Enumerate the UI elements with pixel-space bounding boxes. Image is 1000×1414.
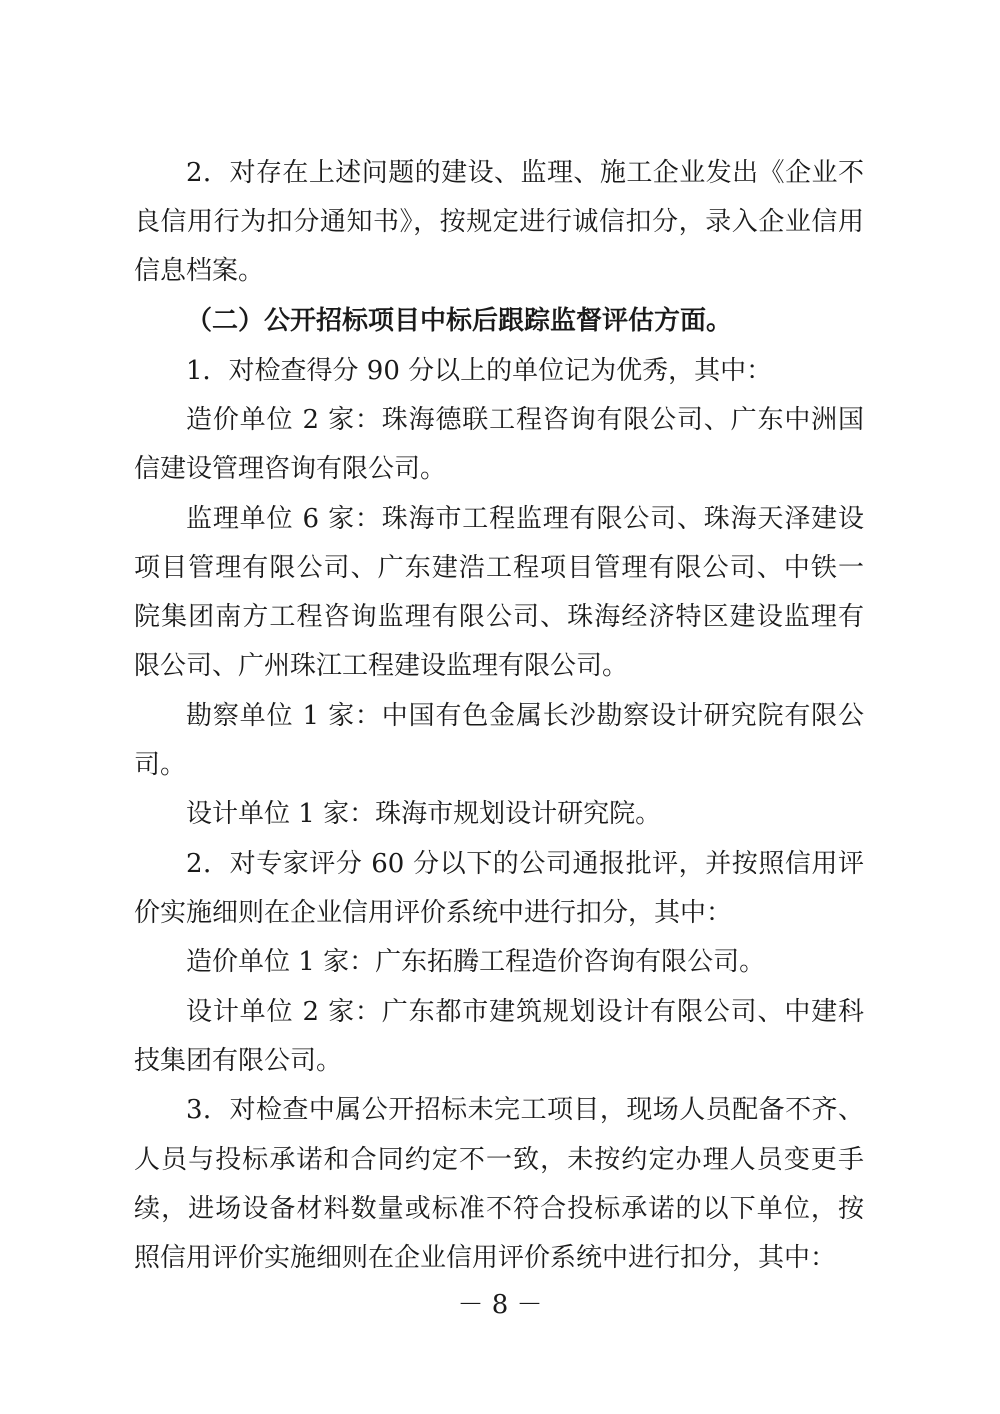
paragraph-line: 勘察单位 1 家：中国有色金属长沙勘察设计研究院有限公 xyxy=(186,701,864,731)
paragraph-line: 照信用评价实施细则在企业信用评价系统中进行扣分，其中： xyxy=(134,1243,837,1273)
paragraph-line: 造价单位 1 家：广东拓腾工程造价咨询有限公司。 xyxy=(186,947,766,977)
paragraph-line: 续，进场设备材料数量或标准不符合投标承诺的以下单位，按 xyxy=(134,1194,864,1224)
paragraph-line: 设计单位 2 家：广东都市建筑规划设计有限公司、中建科 xyxy=(186,997,864,1027)
section-heading: （二）公开招标项目中标后跟踪监督评估方面。 xyxy=(186,306,733,336)
paragraph-line: 技集团有限公司。 xyxy=(134,1046,343,1076)
paragraph-line: 2．对专家评分 60 分以下的公司通报批评，并按照信用评 xyxy=(186,849,864,879)
paragraph-line: 司。 xyxy=(134,750,187,780)
paragraph-line: 设计单位 1 家：珠海市规划设计研究院。 xyxy=(186,799,662,829)
paragraph-line: 信建设管理咨询有限公司。 xyxy=(134,454,447,484)
page-number: － 8 － xyxy=(457,1290,543,1320)
paragraph-line: 1．对检查得分 90 分以上的单位记为优秀，其中： xyxy=(186,356,773,386)
paragraph-line: 人员与投标承诺和合同约定不一致，未按约定办理人员变更手 xyxy=(134,1145,864,1175)
paragraph-line: 良信用行为扣分通知书》，按规定进行诚信扣分，录入企业信用 xyxy=(134,207,864,237)
paragraph-line: 3．对检查中属公开招标未完工项目，现场人员配备不齐、 xyxy=(186,1095,864,1125)
paragraph-line: 价实施细则在企业信用评价系统中进行扣分，其中： xyxy=(134,898,733,928)
paragraph-line: 院集团南方工程咨询监理有限公司、珠海经济特区建设监理有 xyxy=(134,602,864,632)
paragraph-line: 信息档案。 xyxy=(134,256,265,286)
paragraph-line: 项目管理有限公司、广东建浩工程项目管理有限公司、中铁一 xyxy=(134,553,864,583)
paragraph-line: 2．对存在上述问题的建设、监理、施工企业发出《企业不 xyxy=(186,158,864,188)
paragraph-line: 造价单位 2 家：珠海德联工程咨询有限公司、广东中洲国 xyxy=(186,405,864,435)
paragraph-line: 监理单位 6 家：珠海市工程监理有限公司、珠海天泽建设 xyxy=(186,504,864,534)
paragraph-line: 限公司、广州珠江工程建设监理有限公司。 xyxy=(134,651,629,681)
